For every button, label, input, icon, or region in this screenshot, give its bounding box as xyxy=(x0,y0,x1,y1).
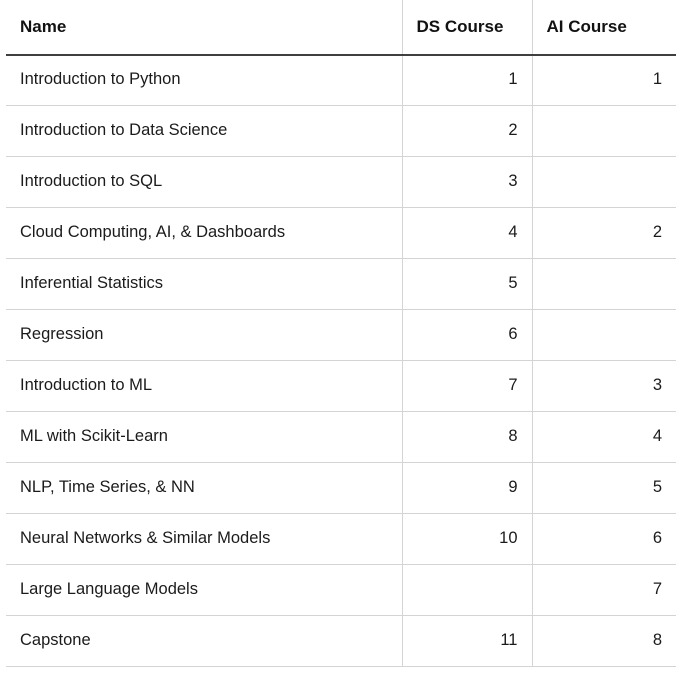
cell-ds-course: 1 xyxy=(402,55,532,106)
table-row xyxy=(6,565,676,616)
cell-ai-course: 8 xyxy=(532,616,676,667)
cell-ai-course xyxy=(532,106,676,157)
cell-ai-course: 1 xyxy=(532,55,676,106)
column-header-ds-course: DS Course xyxy=(402,1,532,55)
cell-course-name: Capstone xyxy=(6,616,402,667)
cell-course-name: NLP, Time Series, & NN xyxy=(6,463,402,514)
column-header-ai-course: AI Course xyxy=(532,1,676,55)
cell-course-name: ML with Scikit-Learn xyxy=(6,412,402,463)
cell-ds-course: 7 xyxy=(402,361,532,412)
cell-ai-course: 5 xyxy=(532,463,676,514)
cell-ds-course: 10 xyxy=(402,514,532,565)
table-row xyxy=(6,463,676,514)
cell-ds-course xyxy=(402,565,532,616)
cell-ds-course: 6 xyxy=(402,310,532,361)
cell-course-name: Introduction to ML xyxy=(6,361,402,412)
cell-course-name: Cloud Computing, AI, & Dashboards xyxy=(6,208,402,259)
table-row xyxy=(6,412,676,463)
cell-ds-course: 4 xyxy=(402,208,532,259)
cell-ai-course: 7 xyxy=(532,565,676,616)
cell-ds-course: 9 xyxy=(402,463,532,514)
table-row xyxy=(6,106,676,157)
cell-course-name: Large Language Models xyxy=(6,565,402,616)
cell-ai-course: 6 xyxy=(532,514,676,565)
table-row xyxy=(6,208,676,259)
table-row xyxy=(6,310,676,361)
cell-ai-course: 4 xyxy=(532,412,676,463)
cell-course-name: Introduction to Data Science xyxy=(6,106,402,157)
cell-course-name: Introduction to Python xyxy=(6,55,402,106)
cell-ds-course: 11 xyxy=(402,616,532,667)
table-header-row xyxy=(6,1,676,55)
cell-ai-course xyxy=(532,310,676,361)
table-row xyxy=(6,361,676,412)
cell-course-name: Regression xyxy=(6,310,402,361)
table-header xyxy=(6,1,676,55)
cell-course-name: Inferential Statistics xyxy=(6,259,402,310)
table-row xyxy=(6,55,676,106)
column-header-name: Name xyxy=(6,1,402,55)
cell-ai-course xyxy=(532,259,676,310)
table-row xyxy=(6,259,676,310)
cell-ds-course: 2 xyxy=(402,106,532,157)
table-body xyxy=(6,55,676,667)
cell-ai-course: 2 xyxy=(532,208,676,259)
cell-ai-course: 3 xyxy=(532,361,676,412)
cell-ds-course: 8 xyxy=(402,412,532,463)
table-row xyxy=(6,157,676,208)
table-row xyxy=(6,514,676,565)
table-row xyxy=(6,616,676,667)
cell-ds-course: 3 xyxy=(402,157,532,208)
cell-course-name: Neural Networks & Similar Models xyxy=(6,514,402,565)
cell-ds-course: 5 xyxy=(402,259,532,310)
cell-course-name: Introduction to SQL xyxy=(6,157,402,208)
cell-ai-course xyxy=(532,157,676,208)
course-comparison-table xyxy=(6,0,676,667)
